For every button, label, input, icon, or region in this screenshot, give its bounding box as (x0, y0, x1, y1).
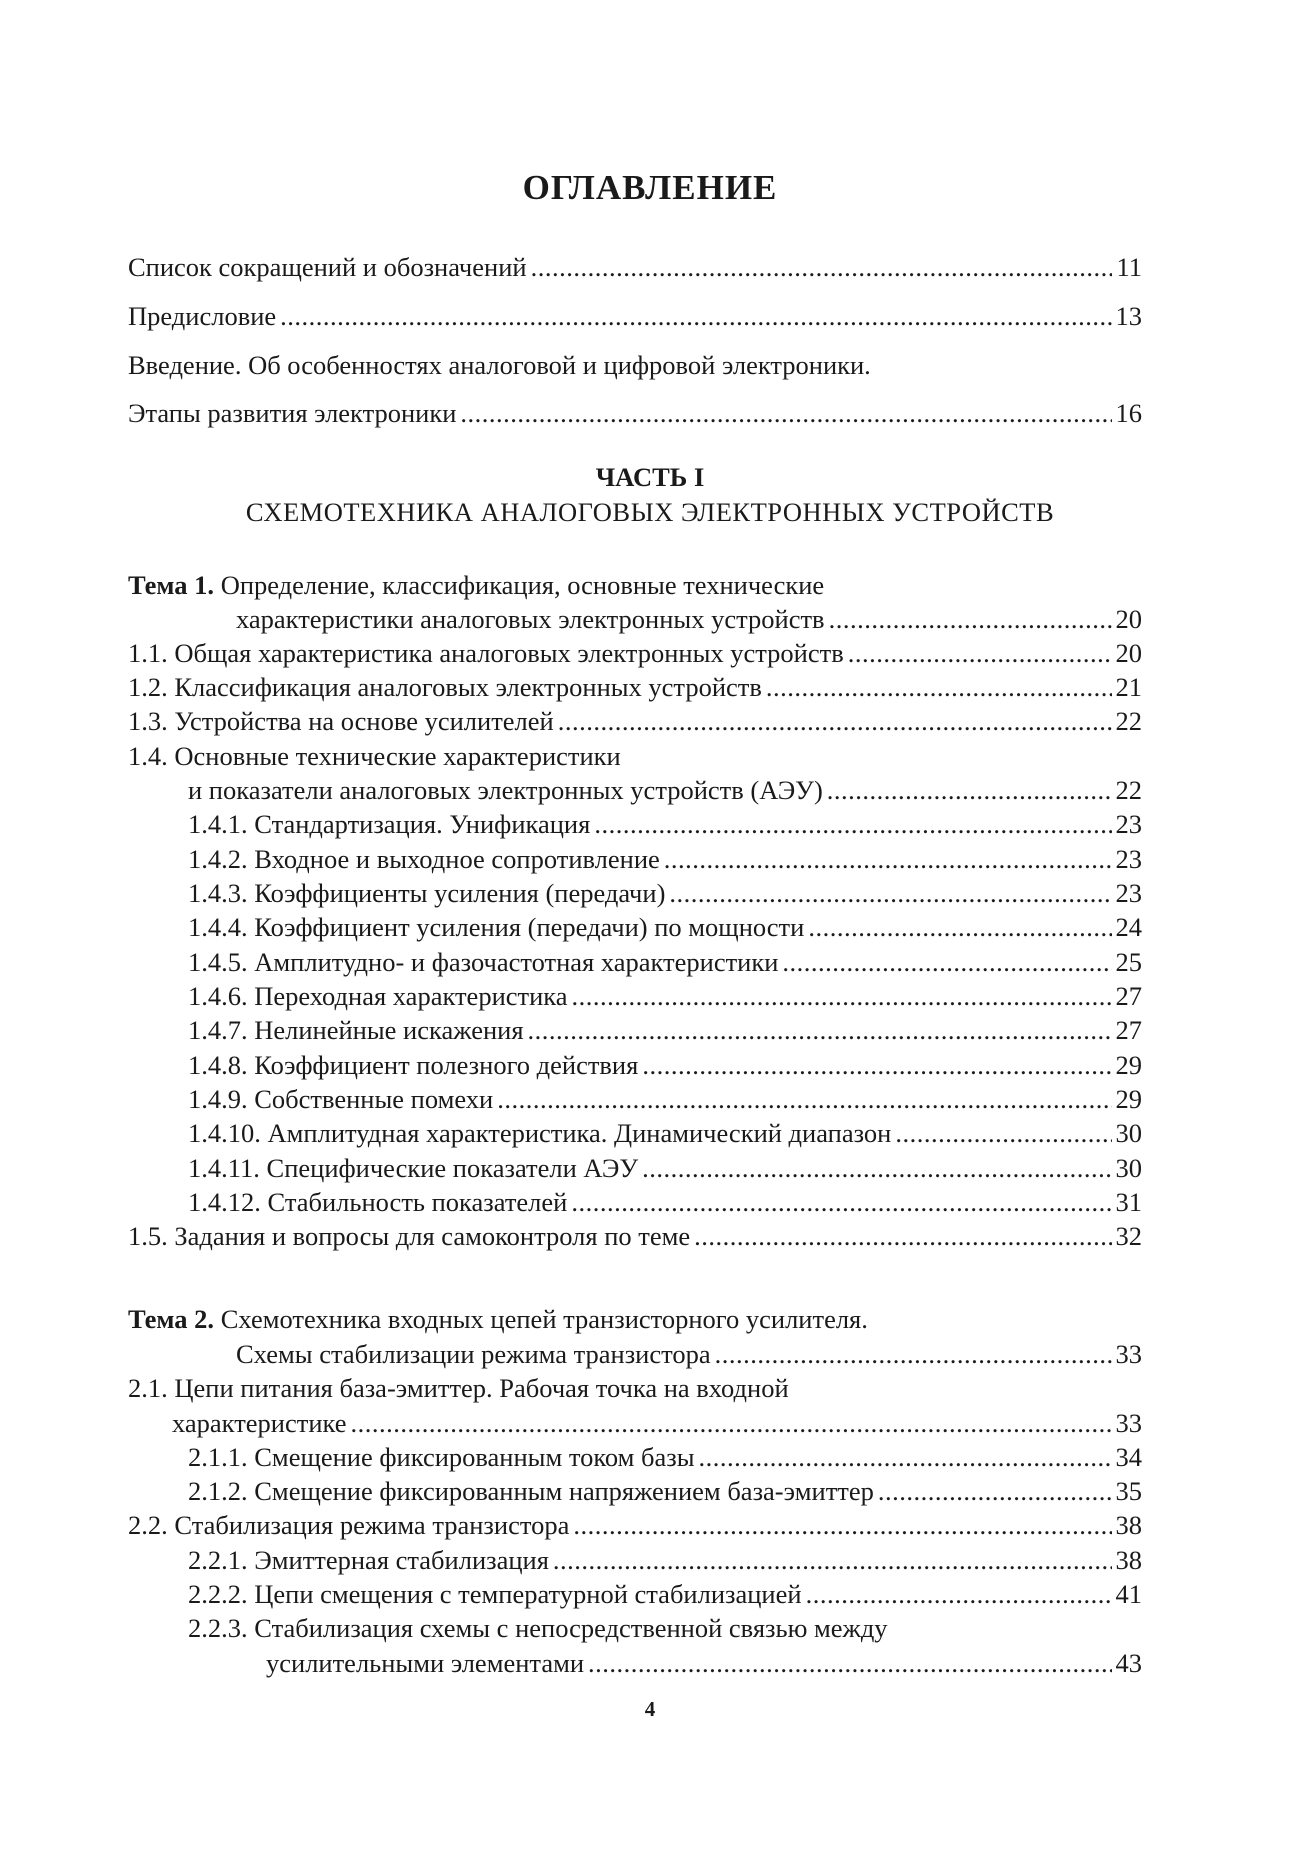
page-number: 11 (1116, 252, 1142, 282)
entry-label: 2.2.1. Эмиттерная стабилизация (188, 1545, 549, 1575)
entry-label: 2.1.2. Смещение фиксированным напряжением база-эмиттер (188, 1476, 874, 1506)
dot-leader (558, 704, 1112, 738)
toc-entry[interactable] (128, 299, 1142, 333)
toc-entry[interactable] (128, 739, 1142, 773)
toc-entry[interactable] (128, 1508, 1142, 1542)
page-number: 33 (1115, 1408, 1142, 1438)
entry-label: 1.4.3. Коэффициенты усиления (передачи) (188, 878, 666, 908)
dot-leader (806, 1577, 1112, 1611)
page-number: 20 (1115, 638, 1142, 668)
toc-entry[interactable] (236, 602, 1142, 636)
dot-leader (571, 1185, 1111, 1219)
toc-entry[interactable] (128, 1219, 1142, 1253)
page-number: 23 (1115, 809, 1142, 839)
topic-heading[interactable] (128, 1302, 1142, 1336)
entry-label: 1.4.12. Стабильность показателей (188, 1187, 568, 1217)
entry-label: Предисловие (128, 301, 277, 331)
entry-label: 2.2. Стабилизация режима транзистора (128, 1510, 570, 1540)
dot-leader (553, 1543, 1112, 1577)
page-title: ОГЛАВЛЕНИЕ (522, 168, 778, 207)
entry-label: 1.5. Задания и вопросы для самоконтроля по теме (128, 1221, 691, 1251)
part-title: СХЕМОТЕХНИКА АНАЛОГОВЫХ ЭЛЕКТРОННЫХ УСТРОЙСТВ (245, 497, 1055, 527)
entry-label: характеристике (172, 1408, 347, 1438)
toc-entry[interactable] (188, 1543, 1142, 1577)
entry-label: 1.2. Классификация аналоговых электронных устройств (128, 672, 762, 702)
page-number: 30 (1115, 1118, 1142, 1148)
entry-label: усилительными элементами (266, 1648, 585, 1678)
page-number: 34 (1115, 1442, 1142, 1472)
page-number: 20 (1115, 604, 1142, 634)
page-number: 29 (1115, 1050, 1142, 1080)
topic-title-line2: характеристики аналоговых электронных устройств (236, 604, 825, 634)
dot-leader (782, 945, 1111, 979)
dot-leader (699, 1440, 1112, 1474)
toc-entry[interactable] (128, 250, 1142, 284)
entry-label: Список сокращений и обозначений (128, 252, 527, 282)
toc-entry[interactable] (188, 1577, 1142, 1611)
page-number: 32 (1115, 1221, 1142, 1251)
entry-label: 2.2.2. Цепи смещения с температурной стабилизацией (188, 1579, 802, 1609)
dot-leader (594, 807, 1111, 841)
toc-entry[interactable] (188, 910, 1142, 944)
toc-entry[interactable] (188, 773, 1142, 807)
toc-entry[interactable] (128, 348, 1142, 382)
toc-entry[interactable] (128, 1371, 1142, 1405)
dot-leader (808, 910, 1111, 944)
dot-leader (531, 250, 1113, 284)
page-number: 38 (1115, 1545, 1142, 1575)
topic-title-line2: Схемы стабилизации режима транзистора (236, 1339, 711, 1369)
entry-label: 1.4.1. Стандартизация. Унификация (188, 809, 591, 839)
dot-leader (573, 1508, 1111, 1542)
entry-label: 1.4.4. Коэффициент усиления (передачи) по мощности (188, 912, 805, 942)
page-number: 29 (1115, 1084, 1142, 1114)
entry-label: 1.4.2. Входное и выходное сопротивление (188, 844, 660, 874)
page-number: 23 (1115, 844, 1142, 874)
dot-leader (827, 773, 1112, 807)
page-number: 33 (1115, 1339, 1142, 1369)
page-number: 27 (1115, 981, 1142, 1011)
topic-title-line1: Схемотехника входных цепей транзисторного усилителя. (214, 1304, 868, 1334)
page-number: 38 (1115, 1510, 1142, 1540)
toc-entry[interactable] (266, 1646, 1142, 1680)
toc-entry[interactable] (188, 1013, 1142, 1047)
dot-leader (694, 1219, 1111, 1253)
dot-leader (642, 1151, 1111, 1185)
dot-leader (460, 396, 1111, 430)
toc-entry[interactable] (128, 704, 1142, 738)
entry-label: 1.4. Основные технические характеристики (128, 741, 621, 771)
topic-number: Тема 2. (128, 1304, 215, 1334)
dot-leader (350, 1406, 1111, 1440)
page-number: 41 (1115, 1579, 1142, 1609)
page-number: 25 (1115, 947, 1142, 977)
page-number: 13 (1115, 301, 1142, 331)
page-number: 23 (1115, 878, 1142, 908)
entry-label: Этапы развития электроники (128, 398, 457, 428)
entry-label: 2.2.3. Стабилизация схемы с непосредственной связью между (188, 1613, 888, 1643)
toc-entry[interactable] (188, 1082, 1142, 1116)
toc-entry[interactable] (188, 979, 1142, 1013)
page-number: 22 (1115, 775, 1142, 805)
dot-leader (766, 670, 1112, 704)
toc-entry[interactable] (188, 1611, 1142, 1645)
page-number: 21 (1115, 672, 1142, 702)
page-number: 30 (1115, 1153, 1142, 1183)
entry-label: 2.1. Цепи питания база-эмиттер. Рабочая точка на входной (128, 1373, 789, 1403)
entry-label: 2.1.1. Смещение фиксированным током базы (188, 1442, 695, 1472)
page-number: 16 (1115, 398, 1142, 428)
dot-leader (588, 1646, 1111, 1680)
toc-entry[interactable] (188, 1440, 1142, 1474)
toc-entry[interactable] (188, 1151, 1142, 1185)
page-folio: 4 (644, 1697, 656, 1721)
toc-entry[interactable] (236, 1337, 1142, 1371)
dot-leader (528, 1013, 1112, 1047)
dot-leader (829, 602, 1112, 636)
dot-leader (497, 1082, 1111, 1116)
toc-entry[interactable] (128, 670, 1142, 704)
page-number: 35 (1115, 1476, 1142, 1506)
topic-title-line1: Определение, классификация, основные технические (214, 570, 825, 600)
entry-label: 1.4.7. Нелинейные искажения (188, 1015, 524, 1045)
entry-label: 1.3. Устройства на основе усилителей (128, 706, 554, 736)
toc-entry[interactable] (188, 1474, 1142, 1508)
toc-entry[interactable] (188, 842, 1142, 876)
dot-leader (280, 299, 1111, 333)
dot-leader (642, 1048, 1111, 1082)
entry-label: Введение. Об особенностях аналоговой и цифровой электроники. (128, 350, 871, 380)
dot-leader (878, 1474, 1112, 1508)
toc-entry[interactable] (188, 1116, 1142, 1150)
entry-label: 1.1. Общая характеристика аналоговых электронных устройств (128, 638, 844, 668)
dot-leader (572, 979, 1112, 1013)
toc-entry[interactable] (188, 807, 1142, 841)
page-number: 43 (1115, 1648, 1142, 1678)
part-label: ЧАСТЬ I (595, 462, 705, 492)
toc-entry[interactable] (188, 1048, 1142, 1082)
entry-label: 1.4.10. Амплитудная характеристика. Динамический диапазон (188, 1118, 892, 1148)
toc-entry[interactable] (188, 1185, 1142, 1219)
topic-number: Тема 1. (128, 570, 215, 600)
entry-label: 1.4.5. Амплитудно- и фазочастотная характеристики (188, 947, 779, 977)
entry-label: 1.4.6. Переходная характеристика (188, 981, 568, 1011)
toc-entry[interactable] (128, 396, 1142, 430)
entry-label: 1.4.8. Коэффициент полезного действия (188, 1050, 639, 1080)
page-number: 31 (1115, 1187, 1142, 1217)
toc-entry[interactable] (188, 876, 1142, 910)
dot-leader (848, 636, 1112, 670)
toc-entry[interactable] (188, 945, 1142, 979)
entry-label: 1.4.9. Собственные помехи (188, 1084, 494, 1114)
dot-leader (895, 1116, 1111, 1150)
toc-entry[interactable] (128, 636, 1142, 670)
page-number: 22 (1115, 706, 1142, 736)
toc-entry[interactable] (172, 1406, 1142, 1440)
entry-label: и показатели аналоговых электронных устройств (АЭУ) (188, 775, 823, 805)
entry-label: 1.4.11. Специфические показатели АЭУ (188, 1153, 639, 1183)
dot-leader (669, 876, 1111, 910)
dot-leader (715, 1337, 1112, 1371)
dot-leader (664, 842, 1112, 876)
page-number: 24 (1115, 912, 1142, 942)
topic-heading[interactable] (128, 568, 1142, 602)
page-number: 27 (1115, 1015, 1142, 1045)
